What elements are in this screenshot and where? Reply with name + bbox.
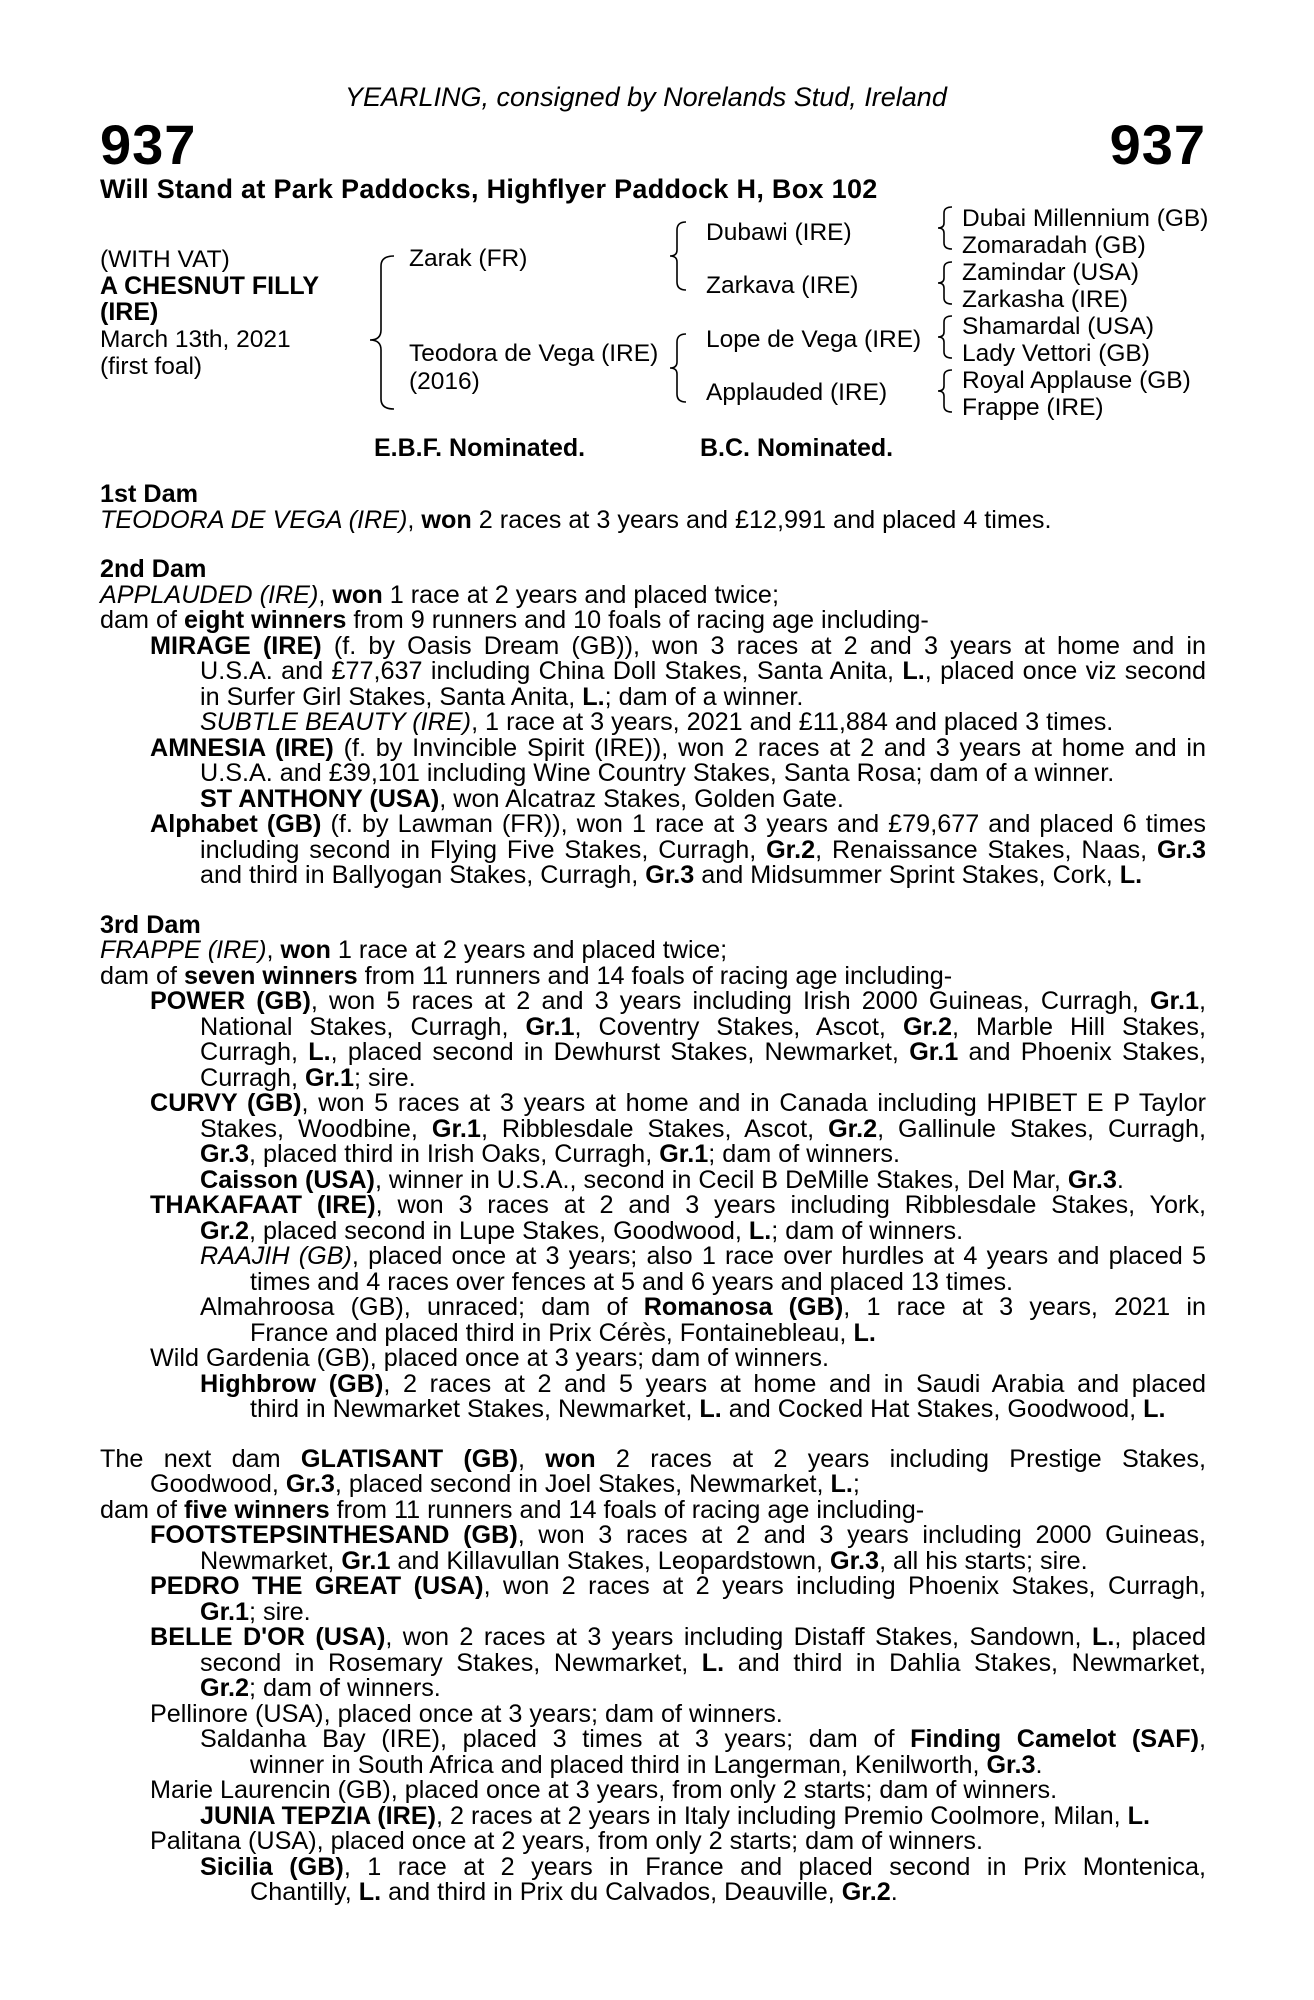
bold-text: L. [1091,1623,1115,1651]
bold-text: Gr.2 [200,1216,250,1245]
text-run: France and placed third in Prix Cérès, Fontainebleau, [250,1318,854,1347]
bold-text: L. [308,1038,331,1066]
text-run: U.S.A. and £39,101 including Wine Country Stakes, Santa Rosa; dam of a winner. [200,759,1115,787]
dam-dam: Applauded (IRE) [706,379,888,406]
text-run: , won 5 races at 2 and 3 years including Irish 2000 Guineas, Curragh, [310,987,1150,1015]
text-run: , won Alcatraz Stakes, Golden Gate. [439,784,844,813]
text-line [100,1040,1206,1066]
text-run: , placed second in Lupe Stakes, Goodwood, [249,1216,749,1245]
sire-dam: Zarkava (IRE) [706,272,859,299]
text-line [100,505,1206,534]
text-line [100,1495,1206,1524]
text-run: second in Rosemary Stakes, Newmarket, [200,1648,702,1677]
foaling-date: March 13th, 2021 [100,326,291,353]
text-run: dam of [100,1495,184,1524]
bold-text: CURVY (GB) [150,1089,302,1117]
lot-number-right: 937 [1109,113,1206,176]
bracket-g3-3 [938,316,952,358]
bold-text: won [545,1444,596,1473]
dam-year: (2016) [409,368,480,395]
text-run: , won 2 races at 2 years including Phoenix Stakes, Curragh, [483,1572,1206,1600]
text-run: Curragh, [200,1063,305,1092]
text-run: , [266,936,281,964]
text-line [100,1625,1206,1651]
vat-note: (WITH VAT) [100,246,230,273]
bold-text: Gr.1 [341,1546,391,1575]
text-line [100,863,1206,889]
bold-text: Gr.1 [1149,987,1199,1015]
text-run: , placed second in Dewhurst Stakes, Newmarket, [330,1038,910,1066]
bold-text: eight winners [184,606,347,634]
text-run: , placed third in Irish Oaks, Curragh, [249,1140,660,1168]
lot-number-left: 937 [100,113,197,176]
text-line [100,812,1206,838]
bold-text: Romanosa (GB) [643,1293,844,1321]
text-run: , placed second in Joel Stakes, Newmarket, [334,1470,831,1498]
italic-text: FRAPPE (IRE) [100,936,267,964]
text-line [100,1063,1206,1092]
text-run: . [1116,1165,1124,1194]
bold-text: won [280,936,331,964]
text-run: and Midsummer Sprint Stakes, Cork, [694,861,1120,889]
third-dam-section [100,910,1207,1423]
text-run: Stakes, Woodbine, [200,1114,432,1143]
bold-text: won [421,505,472,534]
g3-ancestor: Dubai Millennium (GB) [962,205,1209,232]
text-run: Chantilly, [250,1878,359,1906]
text-line [100,784,1206,813]
text-run: including second in Flying Five Stakes, Curragh, [200,835,767,864]
text-line [100,1829,1206,1855]
bold-text: L. [699,1395,722,1423]
text-line [100,761,1206,787]
text-run: ; dam of a winner. [604,682,804,711]
text-run: ; [852,1470,860,1498]
text-line [100,1369,1206,1398]
bold-text: L. [902,657,925,685]
text-run: Pellinore (USA), placed once at 3 years; dam of winners. [150,1699,783,1728]
text-line [100,1648,1206,1677]
text-run: winner in South Africa and placed third in Langerman, Kenilworth, [250,1750,987,1779]
bc-nomination: B.C. Nominated. [700,434,894,462]
text-run: ; sire. [249,1597,311,1626]
bold-text: Gr.1 [200,1597,250,1626]
bracket-sire [670,222,686,290]
text-run: dam of [100,961,184,990]
text-line [100,1193,1206,1219]
text-run: 2 races at 2 years including Prestige Stakes, [595,1444,1206,1473]
bold-text: Gr.3 [645,861,695,889]
dam: Teodora de Vega (IRE) [409,340,659,367]
bold-text: Gr.1 [525,1012,575,1041]
text-line [100,1574,1206,1600]
text-run: and third in Prix du Calvados, Deauville, [381,1878,842,1906]
text-run: from 11 runners and 14 foals of racing age including- [357,961,953,990]
text-run: National Stakes, Curragh, [200,1012,526,1041]
text-run: (f. by Lawman (FR)), won 1 race at 3 years and £79,677 and placed 6 times [321,810,1206,838]
text-line [100,1244,1206,1270]
text-line [100,659,1206,685]
text-run: . [890,1878,898,1906]
bold-text: PEDRO THE GREAT (USA) [150,1572,484,1600]
second-dam-lines [100,580,1207,889]
bold-text: Gr.3 [1157,835,1207,864]
bold-text: Gr.2 [766,835,816,864]
bold-text: Gr.2 [828,1114,878,1143]
text-line [100,608,1206,634]
text-line [100,631,1207,660]
text-line [100,1597,1206,1626]
text-run: 2 races at 3 years and £12,991 and placed 4 times. [471,505,1052,534]
first-dam-section [100,482,1206,533]
text-run: and Phoenix Stakes, [958,1038,1206,1066]
bold-text: Sicilia (GB) [200,1852,344,1881]
text-run: 1 race at 2 years and placed twice; [382,580,779,609]
text-run: , [318,580,333,609]
bold-text: Gr.3 [830,1546,880,1575]
bold-text: Highbrow (GB) [200,1369,384,1398]
bold-text: Gr.1 [909,1038,959,1066]
second-dam-heading: 2nd Dam [100,555,207,583]
text-line [100,1523,1206,1549]
text-line [100,961,1206,990]
bold-text: Finding Camelot (SAF) [910,1725,1199,1753]
text-run: , Coventry Stakes, Ascot, [574,1012,903,1041]
bold-text: L. [830,1470,853,1498]
text-run: , placed once at 3 years; also 1 race over hurdles at 4 years and placed 5 [351,1242,1206,1270]
next-dam-lines [100,1444,1207,1906]
next-dam-section [100,1444,1207,1906]
text-run: , 2 races at 2 years in Italy including Premio Coolmore, Milan, [436,1801,1128,1830]
text-run: ; dam of winners. [771,1216,964,1245]
text-run: times and 4 races over fences at 5 and 6 years and placed 13 times. [250,1267,1014,1296]
bold-text: five winners [184,1495,330,1524]
text-run: , 2 races at 2 and 5 years at home and in Saudi Arabia and placed [383,1369,1206,1398]
sire: Zarak (FR) [409,245,528,272]
text-run: ; dam of winners. [249,1674,441,1702]
text-run: . [1035,1750,1043,1779]
text-run: from 11 runners and 14 foals of racing age including- [329,1495,925,1524]
text-run: , won 3 races at 2 and 3 years including Ribblesdale Stakes, York, [375,1191,1206,1219]
text-line [100,1801,1206,1830]
bracket-g3-1 [938,207,952,249]
bold-text: Gr.3 [986,1750,1036,1779]
dam-sire: Lope de Vega (IRE) [706,326,922,353]
bold-text: Gr.2 [902,1012,952,1041]
first-dam-heading: 1st Dam [100,480,198,508]
bold-text: THAKAFAAT (IRE) [150,1191,376,1219]
text-run: U.S.A. and £77,637 including China Doll Stakes, Santa Anita, [200,657,903,685]
text-line [100,1012,1206,1041]
bold-text: L. [358,1878,382,1906]
text-run: and Cocked Hat Stakes, Goodwood, [721,1395,1144,1423]
text-line [100,938,1206,964]
g3-ancestor: Zamindar (USA) [962,259,1139,286]
bold-text: POWER (GB) [150,987,311,1015]
bold-text: L. [1143,1395,1166,1423]
text-line [100,1444,1206,1473]
text-run: , placed once viz second [924,657,1206,685]
horse-name-line1: A CHESNUT FILLY [100,272,319,300]
text-run: Wild Gardenia (GB), placed once at 3 years; dam of winners. [150,1344,829,1372]
bold-text: seven winners [184,961,358,990]
bold-text: JUNIA TEPZIA (IRE) [200,1801,437,1830]
text-run: Palitana (USA), placed once at 2 years, from only 2 starts; dam of winners. [150,1827,983,1855]
bold-text: won [332,580,383,609]
text-run: , 1 race at 2 years in France and placed second in Prix Montenica, [343,1852,1206,1881]
bold-text: Gr.1 [431,1114,481,1143]
g3-ancestor: Zomaradah (GB) [962,232,1146,259]
bold-text: Gr.3 [200,1140,250,1168]
bracket-dam [670,334,686,402]
bold-text: Gr.1 [659,1140,709,1168]
text-run: ; sire. [354,1063,416,1092]
italic-text: APPLAUDED (IRE) [100,580,319,609]
text-run: , Renaissance Stakes, Naas, [815,835,1157,864]
text-line [100,1091,1206,1117]
text-line [100,1346,1206,1372]
bold-text: Gr.2 [841,1878,891,1906]
bold-text: L. [1127,1801,1150,1830]
bold-text: Gr.3 [1067,1165,1117,1194]
text-run: and third in Dahlia Stakes, Newmarket, [724,1648,1206,1677]
text-line [100,1472,1206,1498]
italic-text: RAAJIH (GB) [200,1242,352,1270]
text-line [100,1267,1206,1296]
text-line [100,580,1206,609]
text-run: , [407,505,422,534]
text-run: dam of [100,606,184,634]
text-line [100,1546,1206,1575]
text-line [100,1114,1206,1143]
text-run: , won 3 races at 2 and 3 years including 2000 Guineas, [517,1521,1206,1549]
ebf-nomination: E.B.F. Nominated. [374,434,586,462]
text-line [100,1778,1206,1804]
text-run: , 1 race at 3 years, 2021 in [843,1293,1207,1321]
text-line [100,1852,1206,1881]
text-line [100,1142,1206,1168]
text-run: Marie Laurencin (GB), placed once at 3 years, from only 2 starts; dam of winners. [150,1776,1058,1804]
bold-text: L. [853,1318,876,1347]
bold-text: MIRAGE (IRE) [150,631,322,660]
text-run: Almahroosa (GB), unraced; dam of [200,1293,644,1321]
consignment-line: YEARLING, consigned by Norelands Stud, Ireland [345,82,947,112]
text-run: and third in Ballyogan Stakes, Curragh, [200,861,646,889]
text-run: Saldanha Bay (IRE), placed 3 times at 3 years; dam of [200,1725,911,1753]
text-line [100,1318,1206,1347]
text-line [100,1397,1206,1423]
g3-ancestor: Frappe (IRE) [962,394,1104,421]
bold-text: ST ANTHONY (USA) [200,784,440,813]
text-line [100,1880,1206,1906]
text-run: , Gallinule Stakes, Curragh, [877,1114,1206,1143]
text-line [100,1676,1206,1702]
text-line [100,835,1207,864]
text-line [100,1699,1206,1728]
text-run: (f. by Oasis Dream (GB)), won 3 races at 2 and 3 years at home and in [321,631,1207,660]
bold-text: BELLE D'OR (USA) [150,1623,386,1651]
bold-text: L. [582,682,605,711]
g3-ancestor: Zarkasha (IRE) [962,286,1129,313]
text-line [100,1727,1206,1753]
text-run: , [517,1444,546,1473]
bold-text: L. [1119,861,1143,889]
bold-text: L. [748,1216,772,1245]
text-run: Newmarket, [200,1546,342,1575]
g3-ancestor: Shamardal (USA) [962,313,1154,340]
text-run: , Marble Hill Stakes, [951,1012,1206,1041]
text-run: , winner in U.S.A., second in Cecil B DeMille Stakes, Del Mar, [374,1165,1068,1194]
bold-text: Alphabet (GB) [150,810,322,838]
horse-name-line2: (IRE) [100,298,159,326]
g3-ancestor: Royal Applause (GB) [962,367,1191,394]
foal-note: (first foal) [100,353,203,380]
text-line [100,733,1206,762]
italic-text: TEODORA DE VEGA (IRE) [100,505,408,534]
second-dam-section [100,557,1206,889]
bold-text: Gr.1 [305,1063,355,1092]
text-line [100,1165,1206,1194]
text-run: (f. by Invincible Spirit (IRE)), won 2 races at 2 and 3 years at home and in [333,733,1206,762]
text-run: , placed [1114,1623,1207,1651]
bold-text: L. [701,1648,725,1677]
third-dam-heading: 3rd Dam [100,910,201,939]
text-line [100,989,1206,1015]
italic-text: SUBTLE BEAUTY (IRE) [200,708,472,736]
text-run: , all his starts; sire. [879,1546,1088,1575]
bold-text: AMNESIA (IRE) [150,733,334,762]
bold-text: GLATISANT (GB) [300,1444,518,1473]
bracket-g3-4 [938,370,952,412]
sire-sire: Dubawi (IRE) [706,219,852,246]
third-dam-lines [100,938,1206,1423]
text-run: ; dam of winners. [708,1140,900,1168]
text-run: and Killavullan Stakes, Leopardstown, [390,1546,831,1575]
bold-text: FOOTSTEPSINTHESAND (GB) [150,1521,518,1549]
text-line [100,1216,1206,1245]
bold-text: Gr.3 [285,1470,335,1498]
stand-location: Will Stand at Park Paddocks, Highflyer Paddock H, Box 102 [100,174,878,204]
text-run: third in Newmarket Stakes, Newmarket, [250,1395,700,1423]
first-dam-lines [100,505,1206,534]
g3-ancestor: Lady Vettori (GB) [962,340,1150,367]
section-gap [100,1423,1206,1447]
text-run: Goodwood, [150,1470,286,1498]
text-line [100,682,1206,711]
bracket-g3-2 [938,262,952,304]
text-run: , [1199,1725,1206,1753]
text-line [100,710,1206,736]
text-line [100,1750,1206,1779]
text-run: , 1 race at 3 years, 2021 and £11,884 and placed 3 times. [471,708,1114,736]
bold-text: Gr.2 [200,1674,250,1702]
text-line [100,1295,1206,1321]
bracket-sire-dam [370,256,394,409]
text-run: , won 5 races at 3 years at home and in Canada including HPIBET E P Taylor [301,1089,1207,1117]
text-run: 1 race at 2 years and placed twice; [330,936,728,964]
catalogue-body [100,482,1206,1906]
bold-text: Caisson (USA) [200,1165,375,1194]
text-run: Curragh, [200,1038,309,1066]
text-run: , won 2 races at 3 years including Distaff Stakes, Sandown, [385,1623,1092,1651]
text-run: , Ribblesdale Stakes, Ascot, [480,1114,829,1143]
text-run: , [1198,987,1206,1015]
text-run: The next dam [100,1444,301,1473]
text-run: from 9 runners and 10 foals of racing age including- [346,606,929,634]
text-run: in Surfer Girl Stakes, Santa Anita, [200,682,583,711]
